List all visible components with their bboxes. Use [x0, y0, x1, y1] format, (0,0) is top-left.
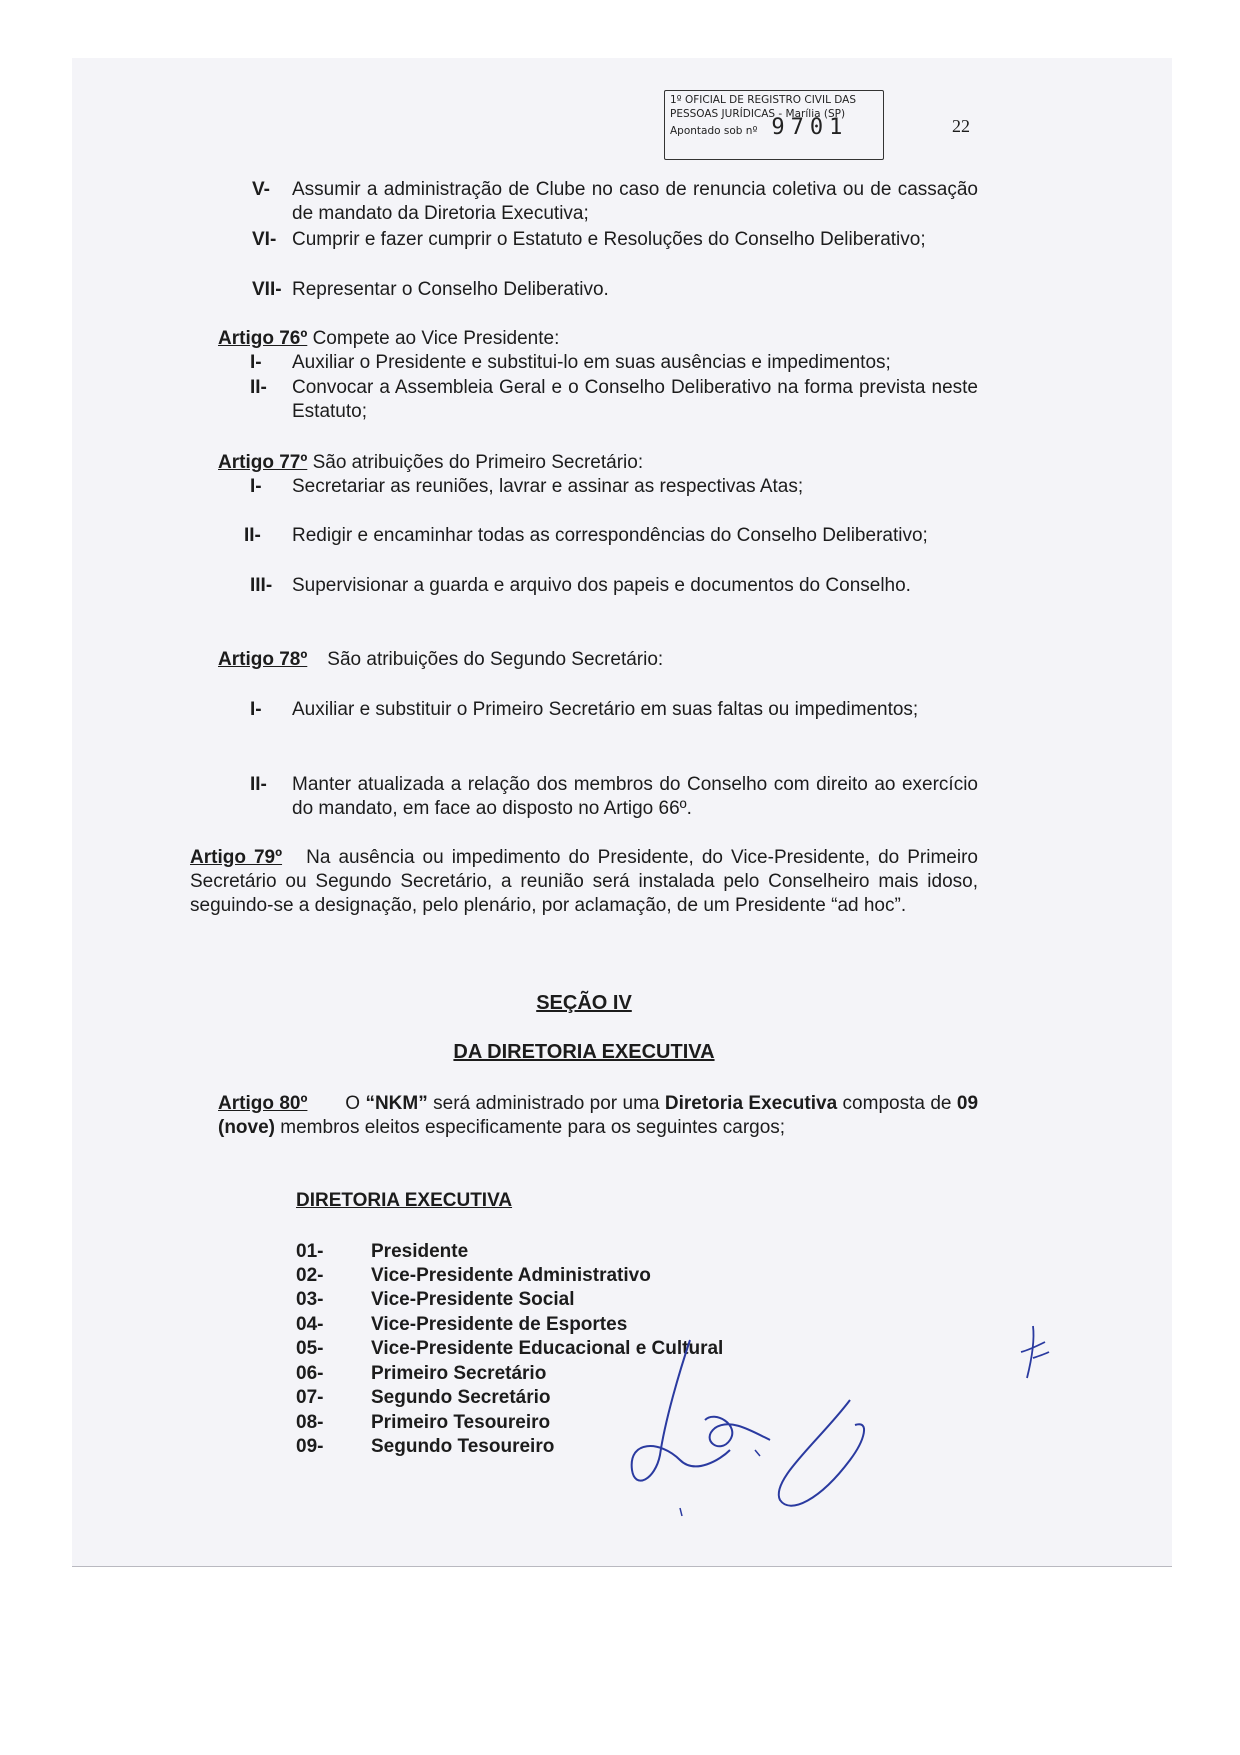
- article-79-title: Artigo 79º: [190, 847, 283, 868]
- article-80-text: composta de: [837, 1093, 957, 1114]
- stamp-label: Apontado sob nº: [670, 125, 758, 137]
- item-num: I-: [250, 352, 262, 373]
- role-number: 01-: [296, 1241, 324, 1262]
- item-text: Representar o Conselho Deliberativo.: [292, 279, 609, 300]
- role-number: 05-: [296, 1338, 324, 1359]
- role-name: Vice-Presidente Administrativo: [371, 1265, 651, 1286]
- article-76-title: Artigo 76º: [218, 328, 308, 349]
- role-name: Vice-Presidente Educacional e Cultural: [371, 1338, 724, 1359]
- board-role: [296, 1435, 554, 1459]
- article-77-heading: [218, 451, 643, 475]
- article-80-club-name: “NKM”: [365, 1093, 428, 1114]
- board-role: [296, 1411, 550, 1435]
- item-num: II-: [250, 377, 267, 398]
- stamp-number: 9701: [771, 115, 849, 140]
- page-number: 22: [952, 116, 970, 136]
- item-text: Assumir a administração de Clube no caso de renuncia coletiva ou de cassação de mandato da Diretoria Executiva;: [292, 179, 978, 224]
- item-text: Redigir e encaminhar todas as correspondências do Conselho Deliberativo;: [292, 525, 928, 546]
- board-role: [296, 1240, 468, 1264]
- board-role: [296, 1288, 574, 1312]
- item-text: Auxiliar o Presidente e substitui-lo em suas ausências e impedimentos;: [292, 352, 891, 373]
- article-80-text: será administrado por uma: [427, 1093, 665, 1114]
- role-name: Presidente: [371, 1241, 469, 1262]
- initials-mark: [1015, 1322, 1055, 1382]
- item-num: VI-: [252, 229, 277, 250]
- article-80-text: membros eleitos especificamente para os seguintes cargos;: [275, 1117, 786, 1138]
- item-num: V-: [252, 179, 270, 200]
- stamp-line2: PESSOAS JURÍDICAS - Marília (SP): [670, 108, 846, 120]
- article-78-title: Artigo 78º: [218, 649, 308, 670]
- role-number: 06-: [296, 1363, 324, 1384]
- item-num: I-: [250, 699, 262, 720]
- article-80: [218, 1092, 978, 1140]
- role-number: 09-: [296, 1436, 324, 1457]
- item-text: Convocar a Assembleia Geral e o Conselho Deliberativo na forma prevista neste Estatuto;: [292, 377, 978, 422]
- item-text: Auxiliar e substituir o Primeiro Secretário em suas faltas ou impedimentos;: [292, 699, 919, 720]
- article-77-title: Artigo 77º: [218, 452, 308, 473]
- article-76-heading: [218, 327, 559, 351]
- item-text: Manter atualizada a relação dos membros do Conselho com direito ao exercício do mandato, em face ao disposto no Artigo 66º.: [292, 774, 978, 819]
- item-text: Cumprir e fazer cumprir o Estatuto e Resoluções do Conselho Deliberativo;: [292, 229, 926, 250]
- role-name: Primeiro Secretário: [371, 1363, 547, 1384]
- article-77-intro: São atribuições do Primeiro Secretário:: [307, 452, 644, 473]
- board-role: [296, 1362, 546, 1386]
- role-name: Segundo Secretário: [371, 1387, 551, 1408]
- article-80-count: 09 (nove): [218, 1093, 979, 1138]
- board-role: [296, 1386, 551, 1410]
- role-number: 04-: [296, 1314, 324, 1335]
- article-78-heading: [218, 648, 663, 672]
- role-name: Vice-Presidente Social: [371, 1289, 575, 1310]
- article-76-intro: Compete ao Vice Presidente:: [307, 328, 560, 349]
- item-num: III-: [250, 575, 273, 596]
- role-name: Vice-Presidente de Esportes: [371, 1314, 628, 1335]
- item-num: VII-: [252, 279, 282, 300]
- item-text: Secretariar as reuniões, lavrar e assinar as respectivas Atas;: [292, 476, 804, 497]
- registry-stamp: [664, 90, 884, 160]
- article-79-text: Na ausência ou impedimento do Presidente, do Vice-Presidente, do Primeiro Secretário ou Segundo Secretário, a reunião será instalada pelo Conselheiro mais idoso, seguindo-se a designação, pelo plenário, por aclamação, de um Presidente “ad hoc”.: [190, 847, 978, 916]
- role-number: 08-: [296, 1412, 324, 1433]
- item-num: I-: [250, 476, 262, 497]
- board-role: [296, 1264, 651, 1288]
- board-heading: DIRETORIA EXECUTIVA: [296, 1190, 513, 1211]
- role-number: 03-: [296, 1289, 324, 1310]
- role-name: Segundo Tesoureiro: [371, 1436, 555, 1457]
- article-80-board: Diretoria Executiva: [664, 1093, 838, 1114]
- section-title-text: SEÇÃO IV: [536, 992, 632, 1014]
- section-title: [190, 992, 978, 1015]
- item-text: Supervisionar a guarda e arquivo dos papeis e documentos do Conselho.: [292, 575, 911, 596]
- article-79: [190, 846, 978, 918]
- item-num: II-: [244, 525, 261, 546]
- item-num: II-: [250, 774, 267, 795]
- role-name: Primeiro Tesoureiro: [371, 1412, 551, 1433]
- section-subtitle-text: DA DIRETORIA EXECUTIVA: [453, 1041, 715, 1063]
- role-number: 07-: [296, 1387, 324, 1408]
- section-subtitle: [190, 1041, 978, 1064]
- role-number: 02-: [296, 1265, 324, 1286]
- stamp-line3: [670, 115, 878, 140]
- stamp-line1: 1º OFICIAL DE REGISTRO CIVIL DAS: [670, 94, 857, 106]
- board-role: [296, 1313, 627, 1337]
- article-78-intro: São atribuições do Segundo Secretário:: [327, 649, 664, 670]
- article-80-title: Artigo 80º: [218, 1093, 308, 1114]
- signature: [620, 1330, 910, 1540]
- article-80-text: O: [345, 1093, 366, 1114]
